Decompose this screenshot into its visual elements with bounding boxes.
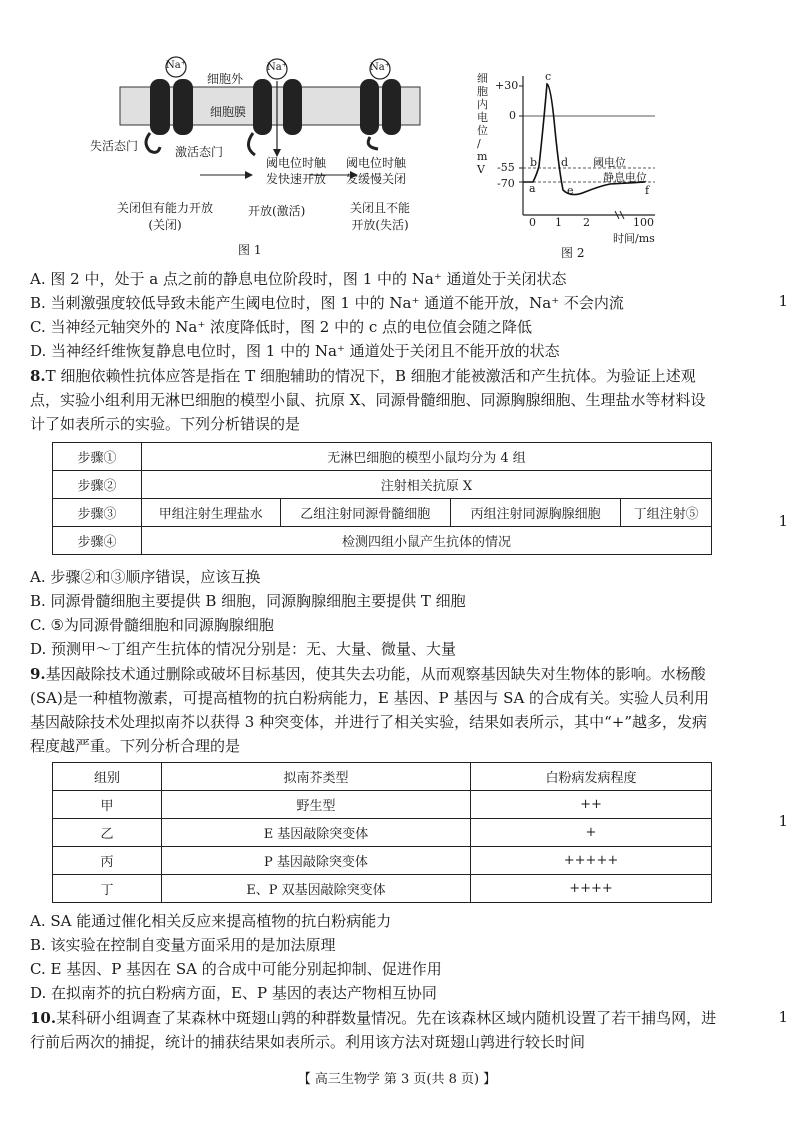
point-f: f (645, 184, 650, 197)
q8-table (52, 442, 712, 555)
step-label: 步骤① (53, 443, 142, 471)
fast-open-label: 阈电位时触 发快速开放 (266, 156, 327, 186)
ytick-0: 0 (509, 109, 516, 122)
q9-option-c: C. E 基因、P 基因在 SA 的合成中可能分别起抑制、促进作用 (30, 960, 442, 978)
table-row: 甲 野生型 ++ (53, 791, 712, 819)
action-potential-graph (475, 70, 675, 230)
ytick-minus70: -70 (497, 177, 515, 190)
table-row (53, 527, 712, 555)
xtick-1: 1 (555, 216, 562, 229)
ytick-plus30: +30 (495, 79, 519, 92)
footer-bracket-right: 】 (483, 1072, 497, 1087)
margin-mark: 1 (778, 1008, 788, 1026)
q9-option-b: B. 该实验在控制自变量方面采用的是加法原理 (30, 936, 336, 954)
q9-table (52, 762, 712, 903)
q8-stem-text: T 细胞依赖性抗体应答是指在 T 细胞辅助的情况下，B 细胞才能被激活和产生抗体。为验证上述观点，实验小组利用无淋巴细胞的模型小鼠、抗原 X、同源骨髓细胞、同源胸腺细胞、生理盐水等材料设计了如表所示的实验。下列分析错误的是 (30, 367, 706, 433)
figure-2-caption: 图 2 (561, 246, 585, 260)
state-inactivated-label: 关闭且不能 开放(失活) (350, 201, 411, 232)
header-group: 组别 (53, 763, 162, 791)
xtick-2: 2 (583, 216, 590, 229)
page-footer (0, 1068, 794, 1087)
resting-label: 静息电位 (603, 171, 647, 184)
threshold-label: 阈电位 (593, 156, 626, 169)
group-jia: 甲组注射生理盐水 (142, 499, 281, 527)
q10-number: 10. (30, 1009, 57, 1027)
q8-option-b: B. 同源骨髓细胞主要提供 B 细胞，同源胸腺细胞主要提供 T 细胞 (30, 592, 466, 610)
fig2-ylabel: 细 胞 内 电 位 / m V (477, 72, 488, 176)
state-open-label: 开放(激活) (248, 204, 306, 218)
q8-option-a: A. 步骤②和③顺序错误，应该互换 (30, 568, 261, 586)
slow-close-label: 阈电位时触 发缓慢关闭 (346, 156, 407, 186)
q9-stem-text: 基因敲除技术通过删除或破坏目标基因，使其失去功能，从而观察基因缺失对生物体的影响。水杨酸(SA)是一种植物激素，可提高植物的抗白粉病能力，E 基因、P 基因与 SA 的合成有关。实验人员利用基因敲除技术处理拟南芥以获得 3 种突变体，并进行了相关实验，结果如表所示，其中“+”越多，发病程度越严重。下列分析合理的是 (30, 665, 710, 755)
table-header-row (53, 763, 712, 791)
header-type: 拟南芥类型 (162, 763, 471, 791)
xlabel: 时间/ms (613, 232, 655, 245)
membrane-label: 细胞膜 (210, 105, 247, 119)
point-e: e (567, 184, 574, 197)
margin-mark: 1 (778, 292, 788, 310)
table-row: 丁 E、P 双基因敲除突变体 ++++ (53, 875, 712, 903)
q9-number: 9. (30, 665, 46, 683)
q7-option-d: D. 当神经纤维恢复静息电位时，图 1 中的 Na⁺ 通道处于关闭且不能开放的状态 (30, 342, 560, 360)
q9-stem (30, 662, 720, 758)
xtick-100: 100 (633, 216, 654, 229)
q10-stem (30, 1006, 720, 1054)
footer-page: 第 3 页(共 8 页) (383, 1072, 480, 1087)
point-a: a (529, 182, 536, 195)
q8-number: 8. (30, 367, 46, 385)
table-row (53, 471, 712, 499)
na-ion-label-3: Na⁺ (370, 62, 390, 73)
group-yi: 乙组注射同源骨髓细胞 (280, 499, 450, 527)
q8-option-c: C. ⑤为同源骨髓细胞和同源胸腺细胞 (30, 616, 274, 634)
footer-bracket-left: 【 (297, 1072, 311, 1087)
q7-option-c: C. 当神经元轴突外的 Na⁺ 浓度降低时，图 2 中的 c 点的电位值会随之降低 (30, 318, 533, 336)
q7-option-b: B. 当刺激强度较低导致未能产生阈电位时，图 1 中的 Na⁺ 通道不能开放，Na⁺ 不会内流 (30, 294, 624, 312)
point-d: d (561, 156, 569, 169)
step-value: 注射相关抗原 X (142, 471, 712, 499)
group-bing: 丙组注射同源胸腺细胞 (450, 499, 620, 527)
table-row: 乙 E 基因敲除突变体 + (53, 819, 712, 847)
q8-option-d: D. 预测甲～丁组产生抗体的情况分别是：无、大量、微量、大量 (30, 640, 457, 658)
header-severity: 白粉病发病程度 (471, 763, 712, 791)
point-b: b (530, 156, 538, 169)
q10-stem-text: 某科研小组调查了某森林中斑翅山鹑的种群数量情况。先在该森林区域内随机设置了若干捕鸟网，进行前后两次的捕捉，统计的捕获结果如表所示。利用该方法对斑翅山鹑进行较长时间 (30, 1009, 717, 1051)
xtick-0: 0 (529, 216, 536, 229)
q9-option-d: D. 在拟南芥的抗白粉病方面，E、P 基因的表达产物相互协同 (30, 984, 437, 1002)
q9-option-a: A. SA 能通过催化相关反应来提高植物的抗白粉病能力 (30, 912, 392, 930)
state-closed-label: 关闭但有能力开放 (关闭) (116, 201, 213, 232)
table-row: 丙 P 基因敲除突变体 +++++ (53, 847, 712, 875)
channel-closed (146, 57, 193, 152)
point-c: c (545, 70, 552, 83)
active-gate-label: 激活态门 (175, 145, 224, 159)
na-ion-label-2: Na⁺ (267, 62, 287, 73)
ytick-minus55: -55 (497, 161, 515, 174)
table-row (53, 443, 712, 471)
figure-1 (70, 55, 430, 265)
table-row (53, 499, 712, 527)
na-ion-label-1: Na⁺ (166, 60, 186, 71)
q8-stem (30, 364, 720, 436)
step-label: 步骤④ (53, 527, 142, 555)
margin-mark: 1 (778, 512, 788, 530)
inactive-gate-label: 失活态门 (90, 139, 139, 153)
margin-mark: 1 (778, 812, 788, 830)
figure-1-caption: 图 1 (238, 243, 262, 257)
q7-option-a: A. 图 2 中，处于 a 点之前的静息电位阶段时，图 1 中的 Na⁺ 通道处于关闭状态 (30, 270, 567, 288)
outside-label: 细胞外 (207, 72, 244, 86)
step-value: 无淋巴细胞的模型小鼠均分为 4 组 (142, 443, 712, 471)
figure-2 (475, 70, 675, 265)
step-label: 步骤③ (53, 499, 142, 527)
footer-subject: 高三生物学 (314, 1072, 380, 1087)
group-ding: 丁组注射⑤ (621, 499, 712, 527)
step-label: 步骤② (53, 471, 142, 499)
step-value: 检测四组小鼠产生抗体的情况 (142, 527, 712, 555)
